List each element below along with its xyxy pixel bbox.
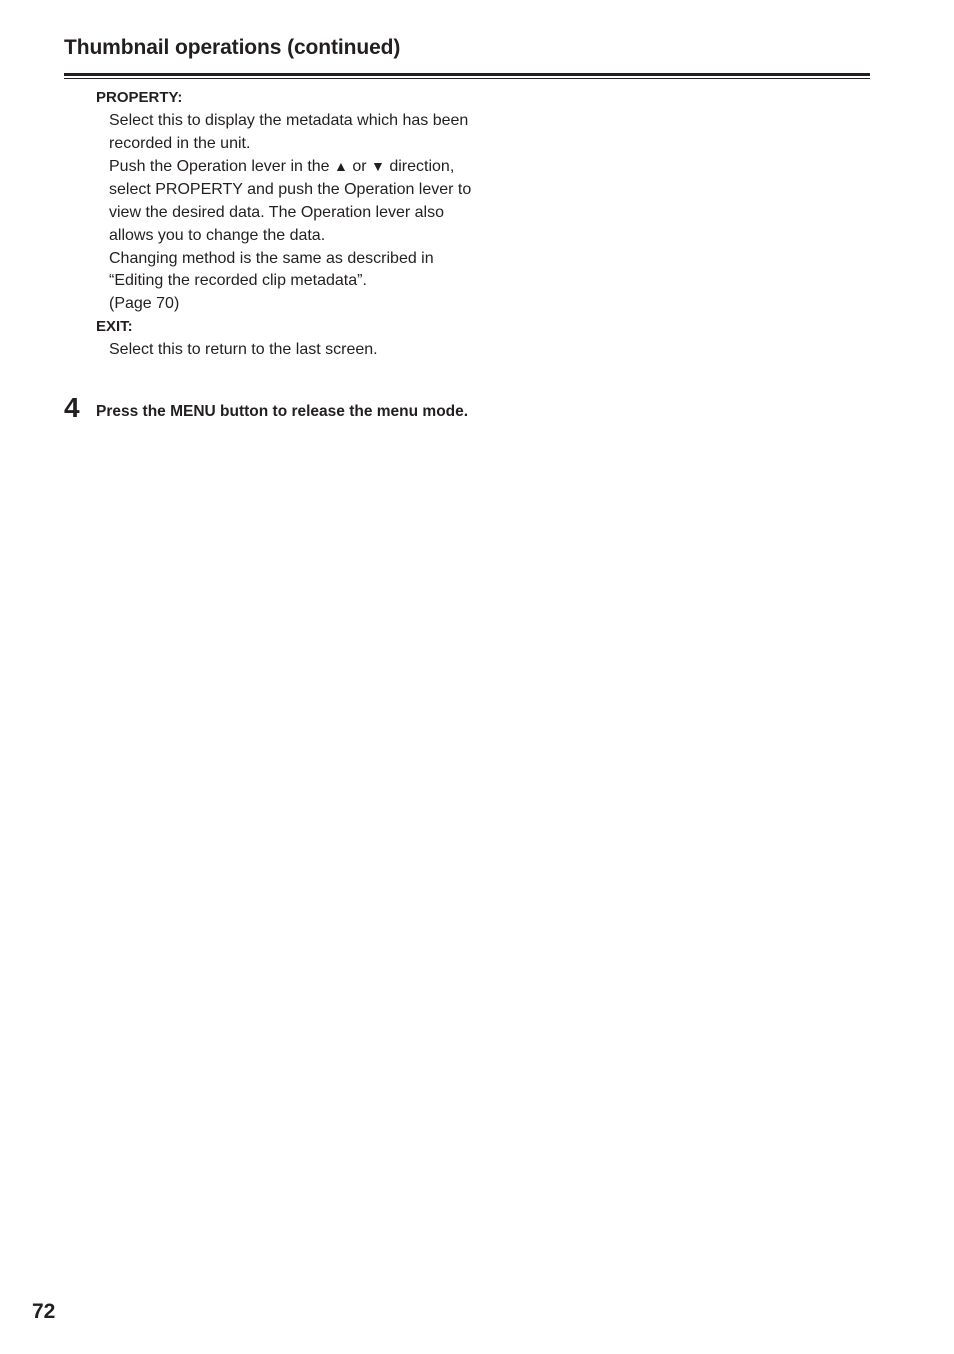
header-rule-thin — [64, 78, 870, 79]
step-number: 4 — [64, 392, 80, 423]
property-description — [96, 110, 476, 316]
page-title: Thumbnail operations (continued) — [64, 36, 401, 59]
property-paragraph-2-end: direction, select PROPERTY and push the Operation lever to view the desired data. The Operation lever also allows you to change the data. — [109, 158, 472, 244]
exit-term: EXIT: — [96, 317, 133, 335]
property-paragraph-4: (Page 70) — [109, 295, 180, 313]
property-paragraph-1: Select this to display the metadata which has been recorded in the unit. — [109, 111, 469, 152]
up-arrow-icon: ▲ — [334, 158, 348, 175]
exit-description — [96, 339, 476, 362]
property-term: PROPERTY: — [96, 89, 183, 106]
or-word: or — [352, 158, 367, 176]
header-rule-thick — [64, 73, 870, 76]
exit-paragraph-1: Select this to return to the last screen. — [109, 340, 378, 358]
property-paragraph-2-start: Push the Operation lever in the — [109, 158, 330, 176]
property-paragraph-3: Changing method is the same as described in “Editing the recorded clip metadata”. — [109, 249, 434, 290]
property-paragraph-2 — [109, 155, 476, 247]
page-number: 72 — [32, 1300, 56, 1323]
definition-list — [96, 87, 476, 362]
down-arrow-icon: ▼ — [371, 158, 385, 175]
step-text: Press the MENU button to release the menu mode. — [96, 403, 469, 420]
